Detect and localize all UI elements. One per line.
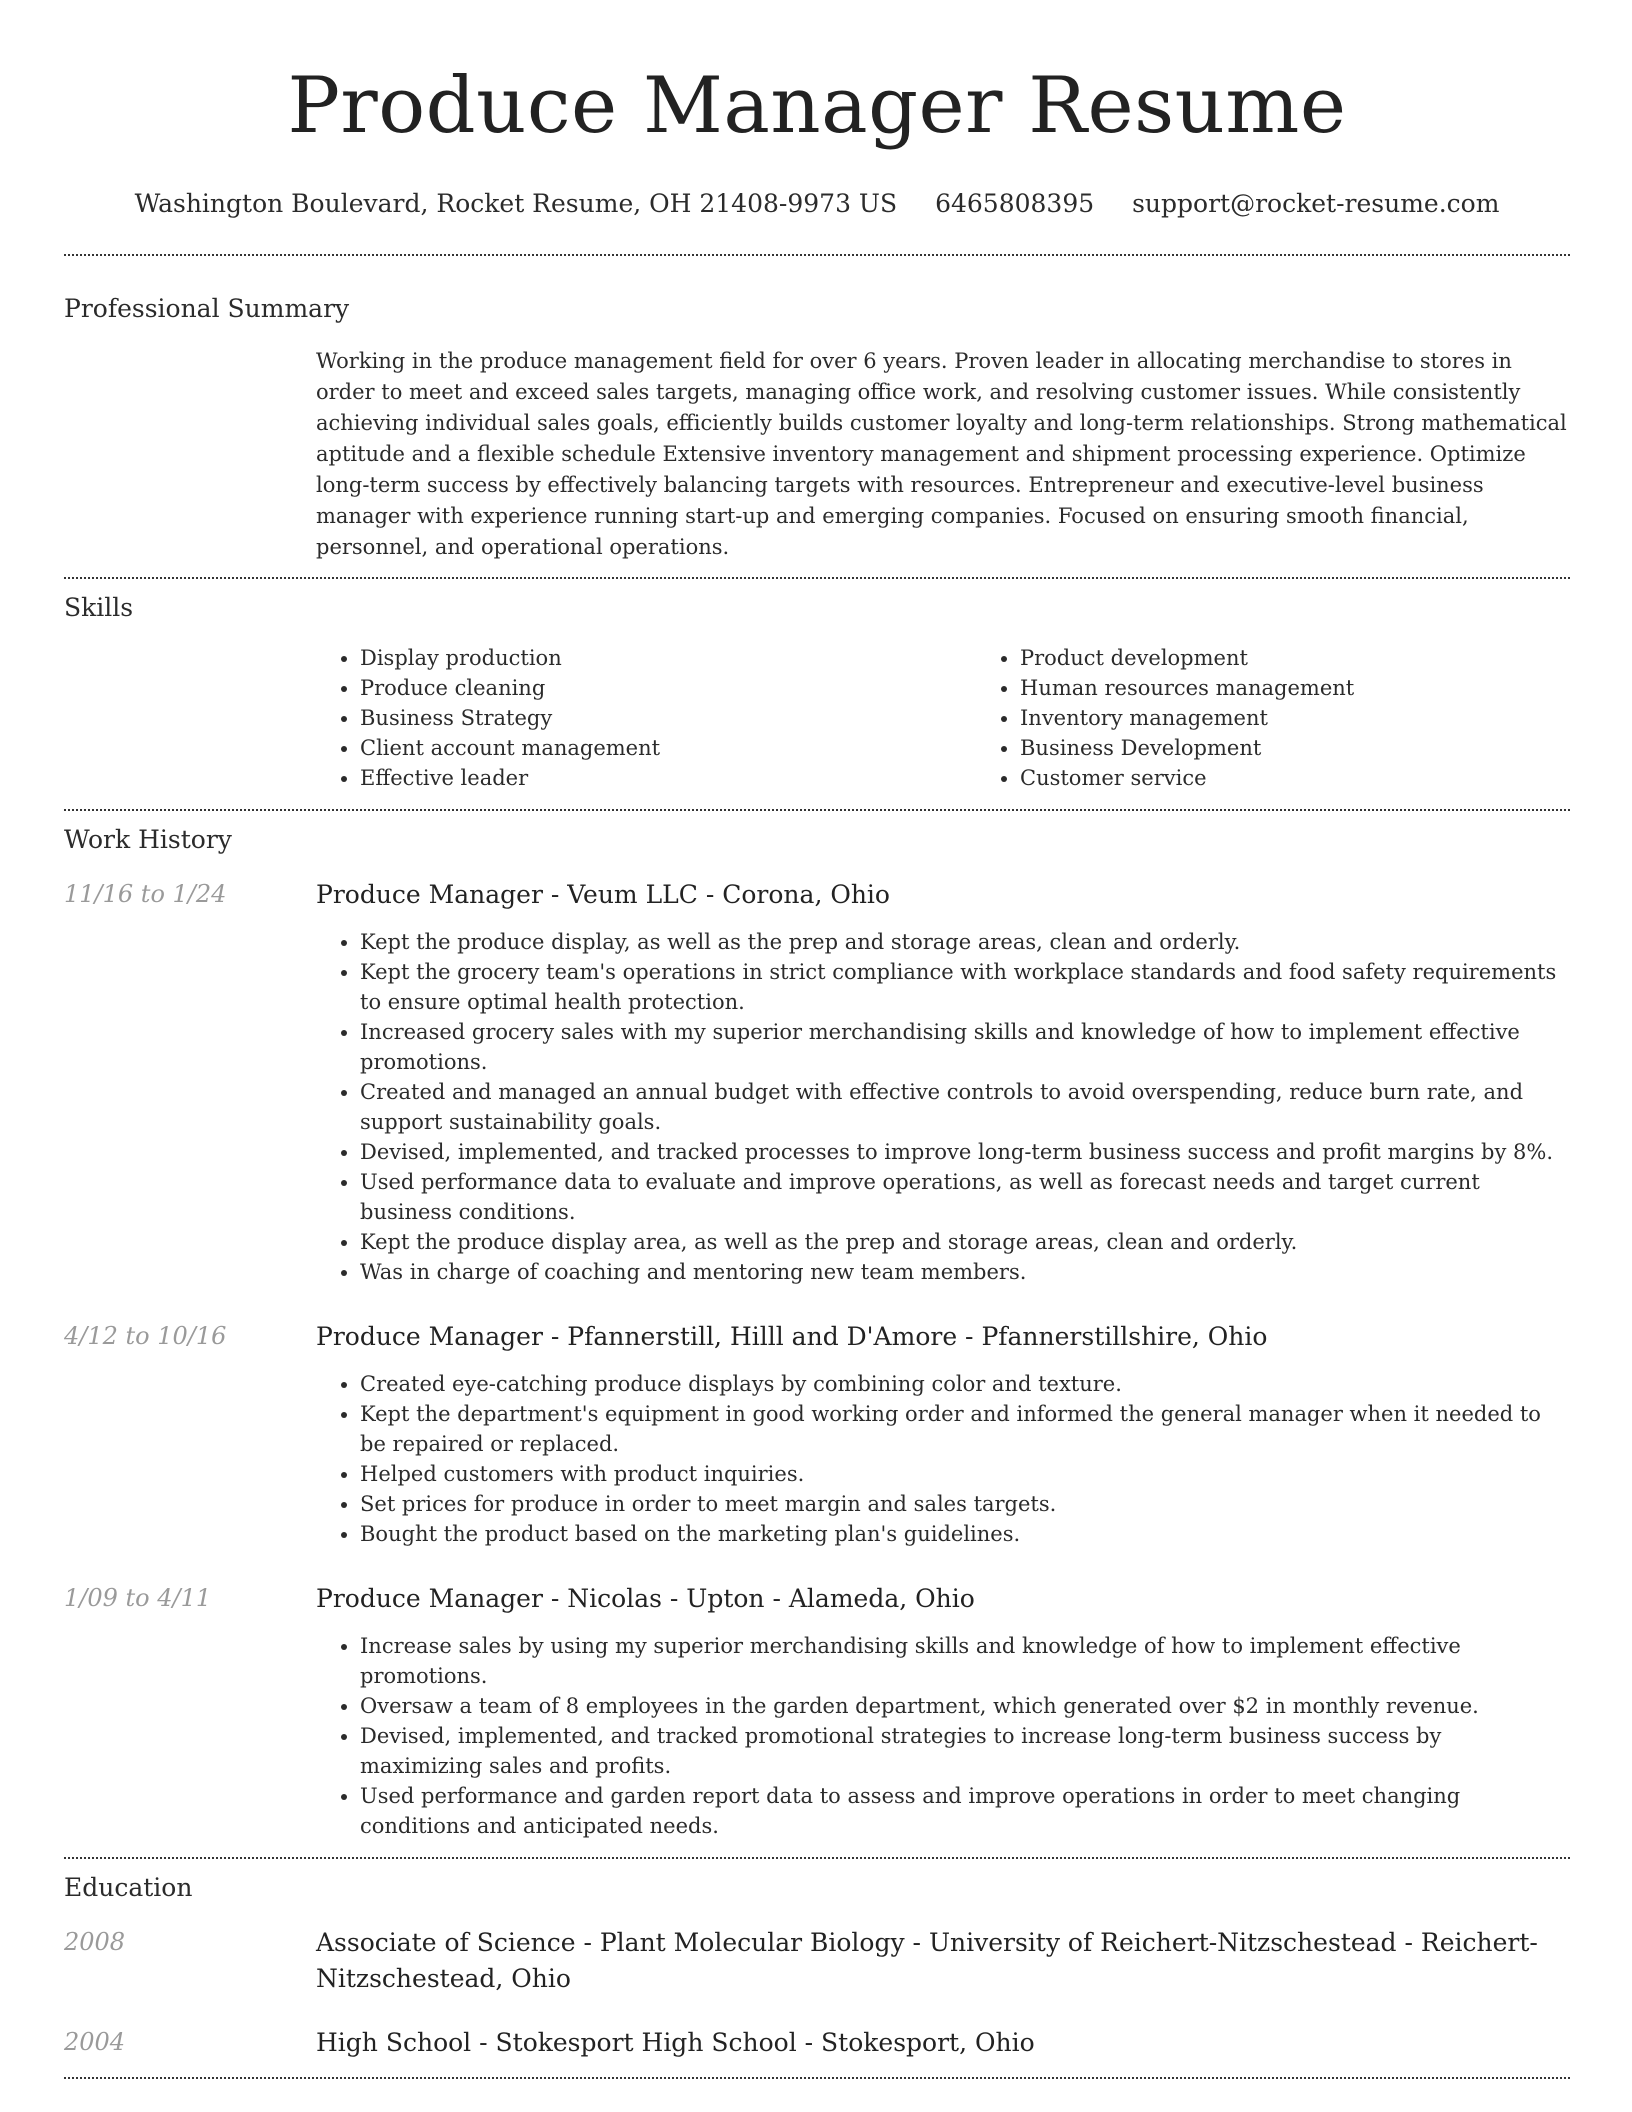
job-bullet: • Kept the department's equipment in good working order and informed the general manager when it needed to be repaired or replaced.	[360, 1399, 1570, 1459]
resume-title: Produce Manager Resume	[287, 61, 1347, 151]
section-title-summary: Professional Summary	[64, 294, 350, 323]
education-title: High School - Stokesport High School - Stokesport, Ohio	[316, 2028, 1035, 2057]
phone-text: 6465808395	[935, 189, 1095, 218]
job-bullet: • Oversaw a team of 8 employees in the garden department, which generated over $2 in monthly revenue.	[360, 1691, 1570, 1721]
job-bullets	[316, 927, 1570, 1287]
skill-item: • Customer service	[1020, 763, 1632, 793]
skill-item: • Human resources management	[1020, 673, 1632, 703]
skill-item: • Business Strategy	[360, 703, 976, 733]
education-entry	[64, 2025, 1570, 2061]
job-bullet: • Used performance data to evaluate and improve operations, as well as forecast needs and target current business conditions.	[360, 1167, 1570, 1227]
job-dates: 4/12 to 10/16	[64, 1322, 227, 1350]
job-entry	[64, 1581, 1570, 1841]
skills-section	[64, 579, 1570, 809]
job-bullet: • Kept the grocery team's operations in strict compliance with workplace standards and food safety requirements to ensure optimal health protection.	[360, 957, 1570, 1017]
job-bullet: • Set prices for produce in order to meet margin and sales targets.	[360, 1489, 1570, 1519]
summary-section	[64, 256, 1570, 577]
section-title-work: Work History	[64, 825, 232, 854]
skill-item: • Product development	[1020, 643, 1632, 673]
section-divider	[64, 2077, 1570, 2079]
job-bullet: • Devised, implemented, and tracked promotional strategies to increase long-term business success by maximizing sales and profits.	[360, 1721, 1570, 1781]
section-title-skills: Skills	[64, 593, 134, 622]
section-title-education: Education	[64, 1873, 193, 1902]
job-bullet: • Created and managed an annual budget with effective controls to avoid overspending, reduce burn rate, and support sustainability goals.	[360, 1077, 1570, 1137]
education-entry	[64, 1925, 1570, 1997]
summary-text: Working in the produce management field for over 6 years. Proven leader in allocating merchandise to stores in order to meet and exceed sales targets, managing office work, and resolving customer issues. While consistently achieving individual sales goals, efficiently builds customer loyalty and long-term relationships. Strong mathematical aptitude and a flexible schedule Extensive inventory management and shipment processing experience. Optimize long-term success by effectively balancing targets with resources. Entrepreneur and executive-level business manager with experience running start-up and emerging companies. Focused on ensuring smooth financial, personnel, and operational operations.	[316, 349, 1567, 559]
job-bullet: • Kept the produce display area, as well as the prep and storage areas, clean and orderly.	[360, 1227, 1570, 1257]
work-history-section	[64, 811, 1570, 1857]
address-text: Washington Boulevard, Rocket Resume, OH 21408-9973 US	[134, 189, 898, 218]
job-bullets	[316, 1631, 1570, 1841]
skill-item: • Client account management	[360, 733, 976, 763]
job-entry	[64, 1319, 1570, 1549]
email-text: support@rocket-resume.com	[1132, 189, 1500, 218]
skill-item: • Inventory management	[1020, 703, 1632, 733]
job-bullet: • Was in charge of coaching and mentoring new team members.	[360, 1257, 1570, 1287]
education-title: Associate of Science - Plant Molecular Biology - University of Reichert-Nitzschestead - Reichert-Nitzschestead, Ohio	[316, 1928, 1538, 1993]
skill-item: • Produce cleaning	[360, 673, 976, 703]
job-title: Produce Manager - Pfannerstill, Hilll and D'Amore - Pfannerstillshire, Ohio	[316, 1322, 1268, 1351]
job-bullet: • Increase sales by using my superior merchandising skills and knowledge of how to implement effective promotions.	[360, 1631, 1570, 1691]
job-dates: 1/09 to 4/11	[64, 1584, 212, 1612]
job-dates: 11/16 to 1/24	[64, 880, 227, 908]
skill-item: • Display production	[360, 643, 976, 673]
job-title: Produce Manager - Nicolas - Upton - Alameda, Ohio	[316, 1584, 975, 1613]
job-bullet: • Helped customers with product inquiries.	[360, 1459, 1570, 1489]
education-year: 2008	[64, 1928, 126, 1956]
skill-item: • Effective leader	[360, 763, 976, 793]
education-year: 2004	[64, 2028, 126, 2056]
job-bullet: • Bought the product based on the marketing plan's guidelines.	[360, 1519, 1570, 1549]
job-bullet: • Devised, implemented, and tracked processes to improve long-term business success and profit margins by 8%.	[360, 1137, 1570, 1167]
job-bullet: • Used performance and garden report data to assess and improve operations in order to meet changing conditions and anticipated needs.	[360, 1781, 1570, 1841]
skills-list-right	[976, 643, 1632, 793]
skills-list-left	[316, 643, 976, 793]
job-bullet: • Kept the produce display, as well as the prep and storage areas, clean and orderly.	[360, 927, 1570, 957]
job-bullet: • Created eye-catching produce displays by combining color and texture.	[360, 1369, 1570, 1399]
job-entry	[64, 877, 1570, 1287]
job-title: Produce Manager - Veum LLC - Corona, Ohio	[316, 880, 890, 909]
job-bullets	[316, 1369, 1570, 1549]
education-section	[64, 1859, 1570, 2077]
skill-item: • Business Development	[1020, 733, 1632, 763]
job-bullet: • Increased grocery sales with my superior merchandising skills and knowledge of how to implement effective promotions.	[360, 1017, 1570, 1077]
contact-line	[64, 186, 1570, 222]
